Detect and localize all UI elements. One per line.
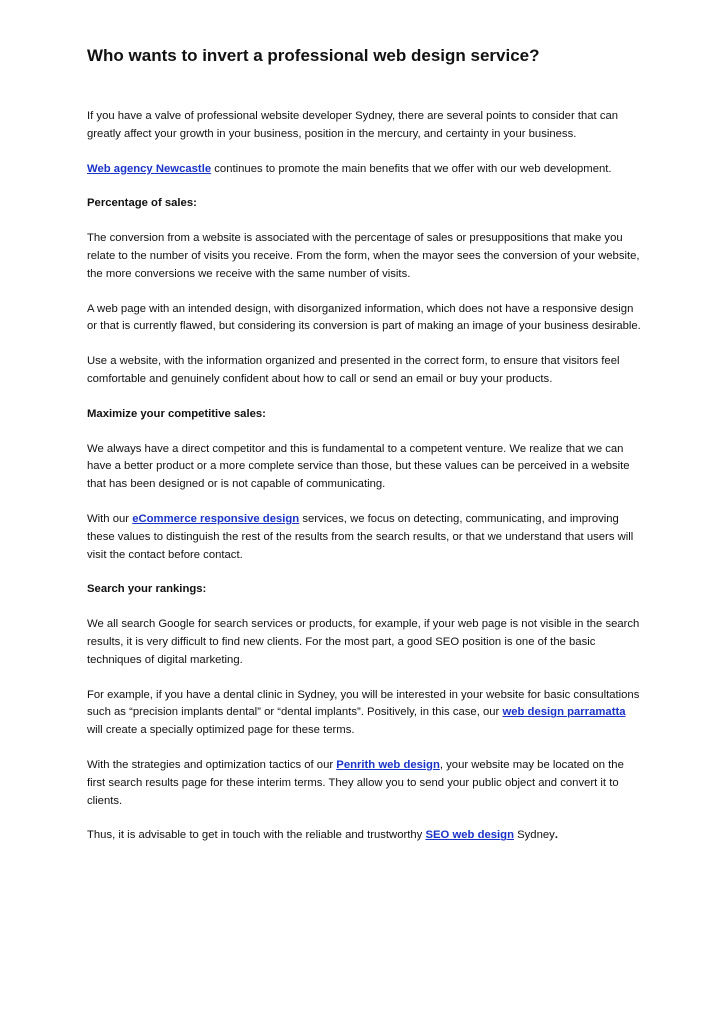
link-web-agency-newcastle[interactable]: Web agency Newcastle [87,162,212,175]
paragraph-ecommerce-before: With our [87,512,133,525]
paragraph-closing-after: Sydney [513,829,555,842]
paragraph-use-website: Use a website, with the information organized and presented in the correct form, to ensure that visitors feel comfortable and genuinely confident about how to call or send an email or buy your products. [87,355,620,385]
heading-search-rankings: Search your rankings: [87,583,207,596]
paragraph-intro: If you have a valve of professional website developer Sydney, there are several points to consider that can greatly affect your growth in your business, position in the mercury, and certainty in your business. [87,110,619,140]
heading-competitive-sales: Maximize your competitive sales: [87,407,266,420]
paragraph-ecommerce [87,511,643,564]
paragraph-google: We all search Google for search services or products, for example, if your web page is not visible in the search results, it is very difficult to find new clients. For the most part, a good SEO position is one of the basic techniques of digital marketing. [87,618,640,666]
document-body [87,108,643,845]
heading-percentage-of-sales: Percentage of sales: [87,197,197,210]
paragraph-conversion: The conversion from a website is associated with the percentage of sales or presuppositions that make you relate to the number of visits you receive. From the form, when the mayor sees the conversion of your website, the more conversions we receive with the same number of visits. [87,232,640,280]
paragraph-agency [87,161,643,179]
paragraph-dental [87,687,643,740]
paragraph-strategies-before: With the strategies and optimization tactics of our [87,758,337,771]
paragraph-ecommerce-after: services, we focus on detecting, communicating, and improving these values to distinguish the rest of the results from the search results, or that we understand that users will visit the contact before contact. [87,512,634,561]
paragraph-closing-before: Thus, it is advisable to get in touch with the reliable and trustworthy [87,829,426,842]
paragraph-dental-before: For example, if you have a dental clinic in Sydney, you will be interested in your website for basic consultations such as “precision implants dental” or “dental implants”. Positively, in this case, our [87,688,640,719]
paragraph-closing-period: . [554,829,558,842]
paragraph-web-page: A web page with an intended design, with disorganized information, which does not have a responsive design or that is currently flawed, but considering its conversion is part of making an image of your business desirable. [87,302,641,333]
paragraph-competitor: We always have a direct competitor and this is fundamental to a competent venture. We realize that we can have a better product or a more complete service than those, but these values can be perceived in a website that has been designed or is not capable of communicating. [87,442,630,491]
document-page [87,44,643,862]
paragraph-dental-after: will create a specially optimized page for these terms. [87,724,355,737]
paragraph-strategies-after: , your website may be located on the first search results page for these interim terms. They allow you to send your public object and convert it to clients. [87,758,624,807]
document-title: Who wants to invert a professional web design service? [87,46,540,65]
paragraph-closing [87,827,643,845]
paragraph-agency-text: continues to promote the main benefits that we offer with our web development. [211,162,612,175]
link-ecommerce-responsive-design[interactable]: eCommerce responsive design [132,512,300,525]
link-penrith-web-design[interactable]: Penrith web design [336,758,440,771]
link-web-design-parramatta[interactable]: web design parramatta [502,706,626,719]
link-seo-web-design[interactable]: SEO web design [425,829,514,842]
paragraph-strategies [87,757,643,810]
